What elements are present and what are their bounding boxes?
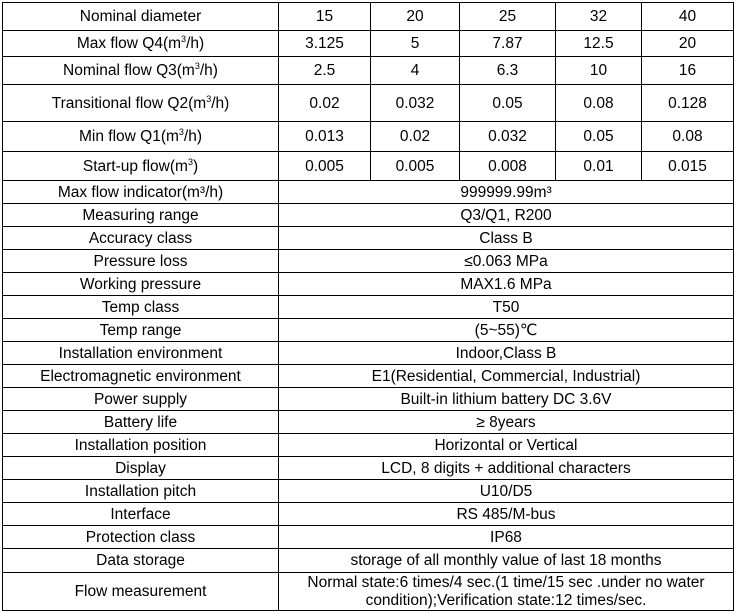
table-cell: 0.032 [460, 122, 556, 152]
table-row [3, 434, 734, 457]
label-text: /h) [186, 35, 205, 52]
table-row [3, 388, 734, 411]
row-label [3, 152, 279, 181]
table-row [3, 31, 734, 57]
header-cell: 20 [371, 3, 460, 31]
table-cell: 0.128 [642, 85, 734, 122]
row-value: RS 485/M-bus [279, 503, 734, 526]
table-row [3, 122, 734, 152]
table-row [3, 526, 734, 549]
spec-table [2, 2, 734, 611]
table-row [3, 457, 734, 480]
table-cell: 6.3 [460, 57, 556, 85]
table-cell: 7.87 [460, 31, 556, 57]
table-cell: 0.05 [556, 122, 642, 152]
label-sup: 3 [206, 93, 212, 104]
row-value: IP68 [279, 526, 734, 549]
row-label [3, 57, 279, 85]
table-cell: 0.013 [279, 122, 371, 152]
row-label: Flow measurement [3, 573, 279, 611]
table-cell: 0.008 [460, 152, 556, 181]
row-value: U10/D5 [279, 480, 734, 503]
table-cell: 10 [556, 57, 642, 85]
row-value: storage of all monthly value of last 18 months [279, 549, 734, 573]
label-text: ) [192, 157, 199, 175]
row-label [3, 85, 279, 122]
spec-table-body [3, 3, 734, 611]
table-row [3, 480, 734, 503]
header-cell: 15 [279, 3, 371, 31]
row-value: ≤0.063 MPa [279, 250, 734, 273]
table-cell: 20 [642, 31, 734, 57]
table-row [3, 85, 734, 122]
table-cell: 0.02 [371, 122, 460, 152]
table-cell: 3.125 [279, 31, 371, 57]
label-text: /h) [211, 94, 230, 112]
table-cell: 0.032 [371, 85, 460, 122]
label-sup: 3 [194, 61, 200, 71]
table-cell: 0.08 [642, 122, 734, 152]
row-label [3, 31, 279, 57]
row-value: E1(Residential, Commercial, Industrial) [279, 365, 734, 388]
row-label: Electromagnetic environment [3, 365, 279, 388]
table-cell: 2.5 [279, 57, 371, 85]
table-row [3, 503, 734, 526]
row-label: Battery life [3, 411, 279, 434]
row-label: Installation environment [3, 342, 279, 365]
table-row [3, 204, 734, 227]
label-text: Min flow Q1(m [78, 128, 179, 145]
header-cell: 32 [556, 3, 642, 31]
table-row [3, 549, 734, 573]
label-text: Start-up flow(m [82, 157, 188, 175]
row-label: Working pressure [3, 273, 279, 296]
row-label: Data storage [3, 549, 279, 573]
row-value: 999999.99m³ [279, 181, 734, 204]
row-label: Max flow indicator(m³/h) [3, 181, 279, 204]
table-row [3, 573, 734, 611]
label-text: Transitional flow Q2(m [51, 94, 207, 112]
table-row [3, 152, 734, 181]
table-row [3, 250, 734, 273]
row-label: Installation position [3, 434, 279, 457]
row-value: MAX1.6 MPa [279, 273, 734, 296]
header-cell: 40 [642, 3, 734, 31]
table-cell: 4 [371, 57, 460, 85]
table-row [3, 319, 734, 342]
label-text: /h) [199, 62, 218, 79]
row-value: Normal state:6 times/4 sec.(1 time/15 sec .under no water condition);Verification state:12 times/sec. [279, 573, 734, 611]
header-label: Nominal diameter [3, 3, 279, 31]
row-label [3, 122, 279, 152]
row-label: Installation pitch [3, 480, 279, 503]
label-sup: 3 [187, 156, 193, 167]
table-row [3, 3, 734, 31]
table-cell: 0.02 [279, 85, 371, 122]
row-label: Accuracy class [3, 227, 279, 250]
row-value: T50 [279, 296, 734, 319]
row-label: Protection class [3, 526, 279, 549]
table-row [3, 411, 734, 434]
table-cell: 0.08 [556, 85, 642, 122]
row-label: Interface [3, 503, 279, 526]
label-sup: 3 [181, 34, 187, 44]
label-text: /h) [183, 128, 202, 145]
row-value: LCD, 8 digits + additional characters [279, 457, 734, 480]
row-label: Temp class [3, 296, 279, 319]
table-cell: 0.05 [460, 85, 556, 122]
table-row [3, 273, 734, 296]
row-value: Indoor,Class B [279, 342, 734, 365]
table-row [3, 296, 734, 319]
row-value: Built-in lithium battery DC 3.6V [279, 388, 734, 411]
row-label: Display [3, 457, 279, 480]
row-label: Temp range [3, 319, 279, 342]
label-text: Nominal flow Q3(m [63, 62, 195, 79]
table-row [3, 57, 734, 85]
table-row [3, 181, 734, 204]
table-cell: 12.5 [556, 31, 642, 57]
table-cell: 0.01 [556, 152, 642, 181]
header-cell: 25 [460, 3, 556, 31]
table-cell: 0.005 [371, 152, 460, 181]
row-value: Q3/Q1, R200 [279, 204, 734, 227]
table-row [3, 342, 734, 365]
table-cell: 5 [371, 31, 460, 57]
row-label: Pressure loss [3, 250, 279, 273]
table-cell: 16 [642, 57, 734, 85]
row-value: (5~55)℃ [279, 319, 734, 342]
table-row [3, 365, 734, 388]
table-row [3, 227, 734, 250]
table-cell: 0.005 [279, 152, 371, 181]
label-text: Max flow Q4(m [76, 35, 182, 52]
row-label: Power supply [3, 388, 279, 411]
label-sup: 3 [178, 127, 184, 137]
row-value: ≥ 8years [279, 411, 734, 434]
table-cell: 0.015 [642, 152, 734, 181]
row-value: Horizontal or Vertical [279, 434, 734, 457]
row-label: Measuring range [3, 204, 279, 227]
row-value: Class B [279, 227, 734, 250]
